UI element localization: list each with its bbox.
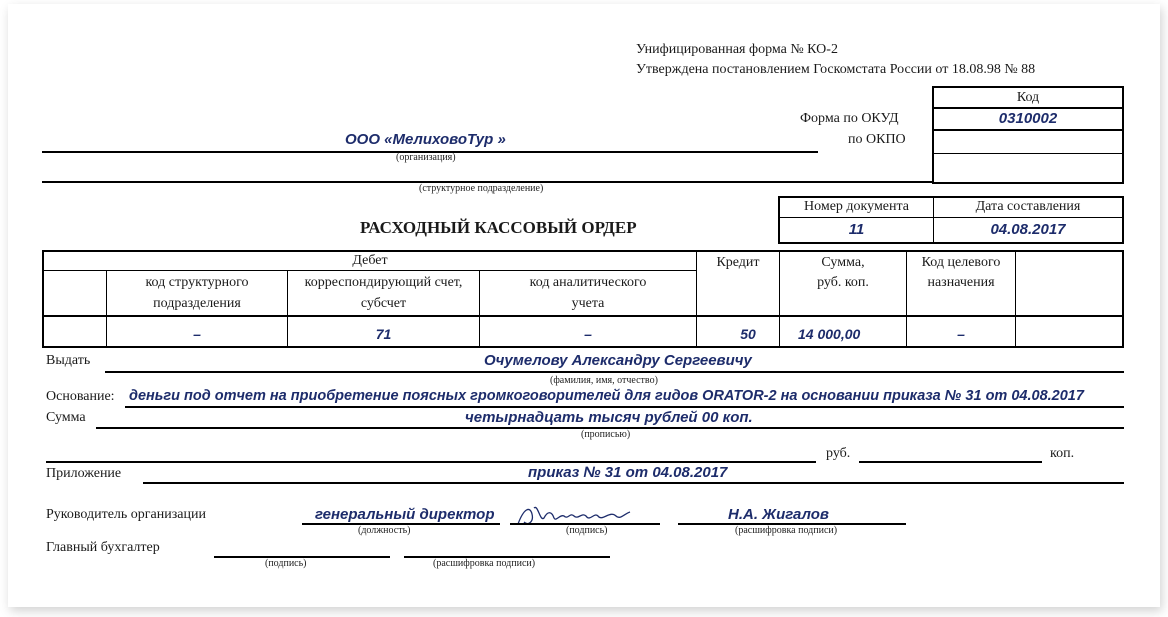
okud-label: Форма по ОКУД xyxy=(800,111,899,126)
col-credit: Кредит xyxy=(716,255,760,270)
kop-line xyxy=(859,461,1042,463)
code-header: Код xyxy=(1016,90,1040,105)
kop-label: коп. xyxy=(1050,446,1075,461)
col-analytic-line2: учета xyxy=(571,296,605,311)
col-account-line1: корреспондирующий счет, xyxy=(304,275,463,290)
cell-division-value: – xyxy=(193,326,201,342)
head-signature-caption: (подпись) xyxy=(566,525,608,536)
okpo-label: по ОКПО xyxy=(848,132,906,147)
sum-line-2 xyxy=(46,461,816,463)
attachment-line xyxy=(143,482,1124,484)
okud-value: 0310002 xyxy=(998,110,1058,127)
head-position: генеральный директор xyxy=(315,506,495,523)
accountant-label: Главный бухгалтер xyxy=(46,540,160,555)
issue-label: Выдать xyxy=(46,353,91,368)
divider xyxy=(44,315,1122,317)
col-account-line2: субсчет xyxy=(360,296,407,311)
organization-name: ООО «МелиховоТур » xyxy=(345,131,506,148)
issue-line xyxy=(105,371,1124,373)
doc-number-label: Номер документа xyxy=(803,199,910,214)
basis-value: деньги под отчет на приобретение поясных громкоговорителей для гидов ORATOR-2 на основании приказа № 31 от 04.08.2017 xyxy=(129,388,1084,404)
col-purpose-line2: назначения xyxy=(927,275,995,290)
basis-label: Основание: xyxy=(46,389,115,404)
issue-caption: (фамилия, имя, отчество) xyxy=(550,375,658,386)
sum-caption: (прописью) xyxy=(581,429,631,440)
col-division-line2: подразделения xyxy=(153,296,241,311)
accountant-signature-caption: (подпись) xyxy=(265,558,307,569)
attachment-label: Приложение xyxy=(46,466,122,481)
debit-header: Дебет xyxy=(352,253,388,268)
cell-credit-value: 50 xyxy=(740,326,756,342)
cell-sum-value: 14 000,00 xyxy=(798,326,861,342)
organization-caption: (организация) xyxy=(396,152,456,163)
col-division-line1: код структурного xyxy=(145,275,249,290)
sum-label: Сумма xyxy=(46,410,86,425)
divider xyxy=(1015,252,1016,346)
col-purpose-line1: Код целевого xyxy=(921,255,1001,270)
basis-line xyxy=(125,406,1124,408)
attachment-value: приказ № 31 от 04.08.2017 xyxy=(528,464,728,481)
accountant-name-caption: (расшифровка подписи) xyxy=(433,558,536,569)
cell-analytic-value: – xyxy=(584,326,592,342)
document-title: РАСХОДНЫЙ КАССОВЫЙ ОРДЕР xyxy=(360,218,637,237)
head-label: Руководитель организации xyxy=(46,507,206,522)
issue-value: Очумелову Александру Сергеевичу xyxy=(484,352,752,369)
form-approval-label: Утверждена постановлением Госкомстата России от 18.08.98 № 88 xyxy=(636,62,1036,77)
divider xyxy=(780,217,1122,218)
col-sum-line1: Сумма, xyxy=(821,255,865,270)
doc-number-value: 11 xyxy=(848,221,865,238)
head-name-caption: (расшифровка подписи) xyxy=(735,525,838,536)
cell-purpose-value: – xyxy=(957,326,965,342)
head-position-caption: (должность) xyxy=(358,525,411,536)
col-sum-line2: руб. коп. xyxy=(817,275,869,290)
form-unified-label: Унифицированная форма № КО-2 xyxy=(636,42,838,57)
sum-value: четырнадцать тысяч рублей 00 коп. xyxy=(465,409,753,426)
head-name: Н.А. Жигалов xyxy=(728,506,829,523)
divider xyxy=(934,153,1122,154)
division-caption: (структурное подразделение) xyxy=(419,183,544,194)
col-analytic-line1: код аналитического xyxy=(529,275,647,290)
rub-label: руб. xyxy=(826,446,851,461)
doc-date-value: 04.08.2017 xyxy=(990,221,1066,238)
doc-date-label: Дата составления xyxy=(975,199,1081,214)
cell-account-value: 71 xyxy=(375,326,392,342)
